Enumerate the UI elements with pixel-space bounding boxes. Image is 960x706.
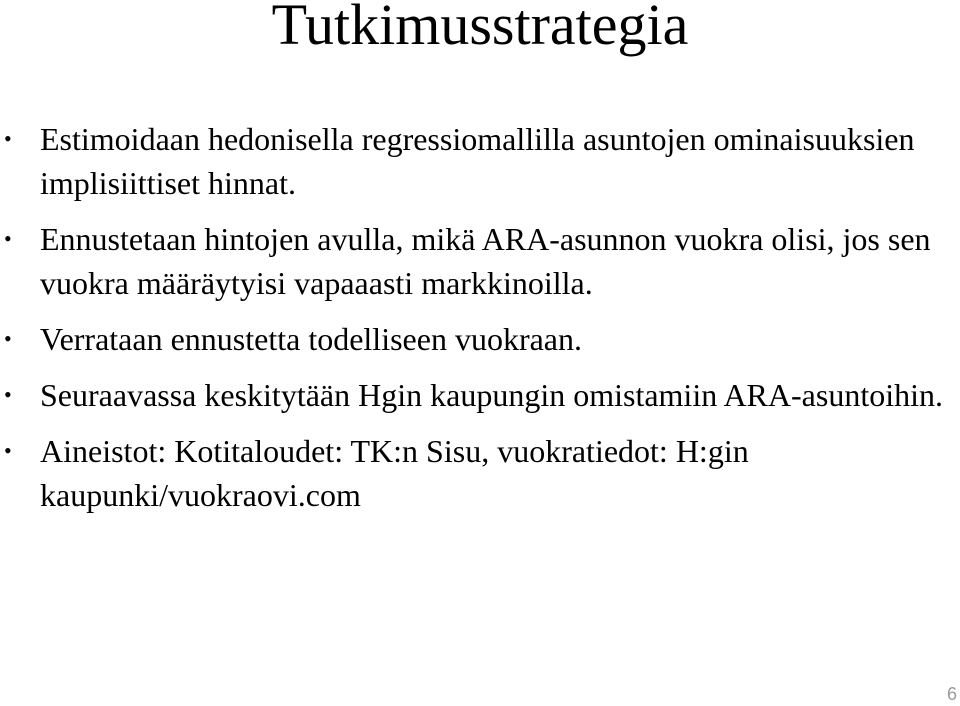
bullet-icon: •	[4, 226, 12, 251]
bullet-icon: •	[4, 326, 12, 351]
bullet-item	[0, 217, 960, 305]
bullet-item	[0, 373, 960, 417]
bullet-list	[0, 117, 960, 529]
slide-number: 6	[946, 684, 957, 704]
bullet-item	[0, 317, 960, 361]
bullet-icon: •	[4, 126, 12, 151]
bullet-text: Aineistot: Kotitaloudet: TK:n Sisu, vuokratiedot: H:gin kaupunki/vuokraovi.com	[40, 433, 749, 513]
bullet-text: Verrataan ennustetta todelliseen vuokraan.	[40, 321, 582, 357]
bullet-text: Ennustetaan hintojen avulla, mikä ARA-asunnon vuokra olisi, jos sen vuokra määräytyisi vapaaasti markkinoilla.	[40, 221, 931, 301]
bullet-icon: •	[4, 382, 12, 407]
bullet-item	[0, 429, 960, 517]
bullet-text: Seuraavassa keskitytään Hgin kaupungin omistamiin ARA-asuntoihin.	[40, 377, 943, 413]
slide-title: Tutkimusstrategia	[271, 0, 689, 57]
bullet-item	[0, 117, 960, 205]
bullet-text: Estimoidaan hedonisella regressiomallilla asuntojen ominaisuuksien implisiittiset hinnat.	[40, 121, 915, 201]
bullet-icon: •	[4, 438, 12, 463]
